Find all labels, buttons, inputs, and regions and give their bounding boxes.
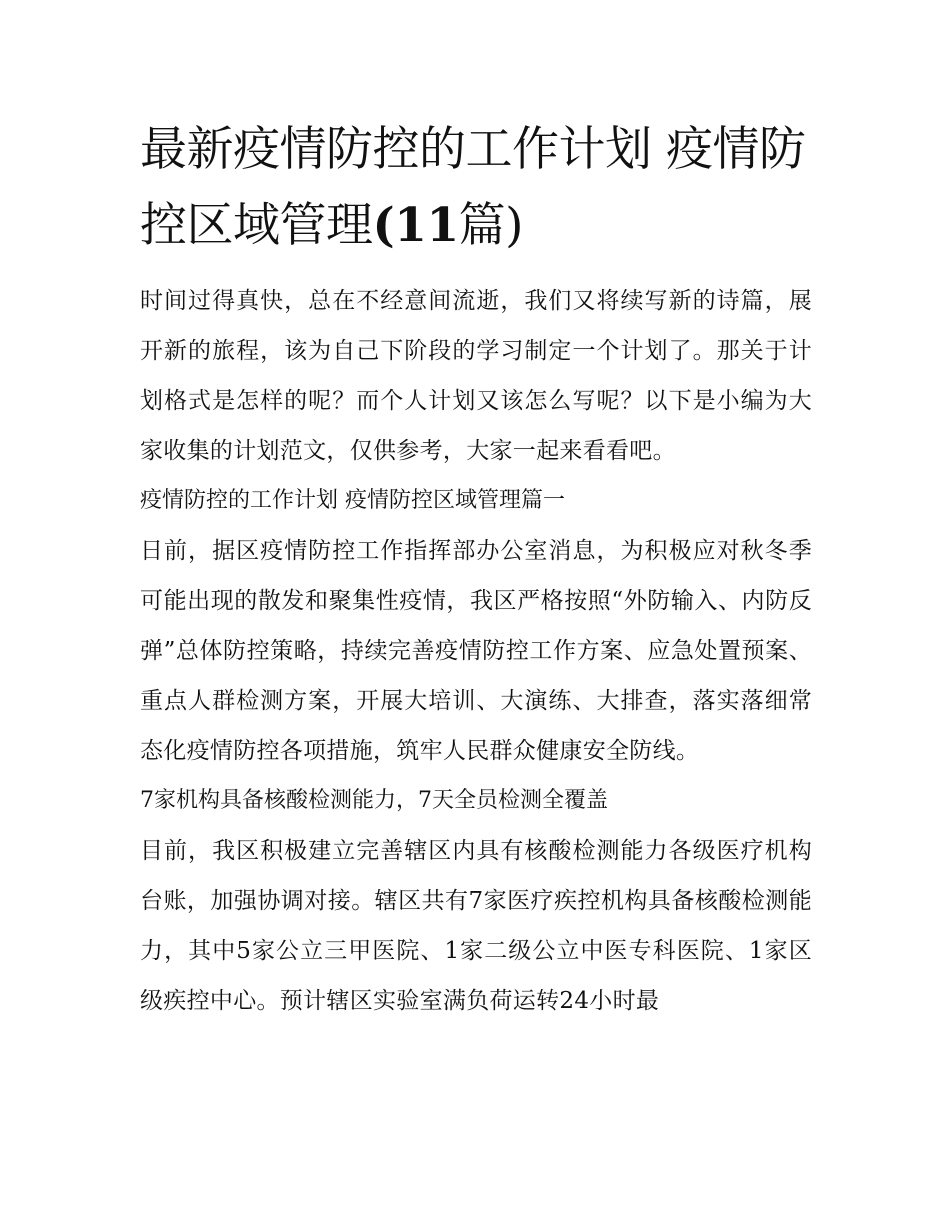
body-paragraph: 目前，我区积极建立完善辖区内具有核酸检测能力各级医疗机构台账，加强协调对接。辖区共有7家医疗疾控机构具备核酸检测能力，其中5家公立三甲医院、1家二级公立中医专科医院、1家区级疾控中心。预计辖区实验室满负荷运转24小时最 [140, 838, 812, 1014]
title-count: (11 [372, 198, 459, 253]
document-title-block [140, 112, 812, 264]
intro-paragraph: 时间过得真快，总在不经意间流逝，我们又将续写新的诗篇，展开新的旅程，该为自己下阶段的学习制定一个计划了。那关于计划格式是怎样的呢？而个人计划又该怎么写呢？以下是小编为大家收集的计划范文，仅供参考，大家一起来看看吧。 [140, 288, 812, 464]
document-page [140, 112, 812, 1026]
title-suffix: 篇) [458, 198, 523, 253]
section-heading: 疫情防控的工作计划 疫情防控区域管理篇一 [140, 488, 565, 513]
subheading: 7家机构具备核酸检测能力，7天全员检测全覆盖 [140, 788, 608, 813]
document-title [140, 112, 812, 264]
section-paragraph: 日前，据区疫情防控工作指挥部办公室消息，为积极应对秋冬季可能出现的散发和聚集性疫情，我区严格按照“外防输入、内防反弹”总体防控策略，持续完善疫情防控工作方案、应急处置预案、重点人群检测方案，开展大培训、大演练、大排查，落实落细常态化疫情防控各项措施，筑牢人民群众健康安全防线。 [140, 538, 812, 764]
title-text: 最新疫情防控的工作计划 疫情防控区域管理 [140, 122, 806, 253]
